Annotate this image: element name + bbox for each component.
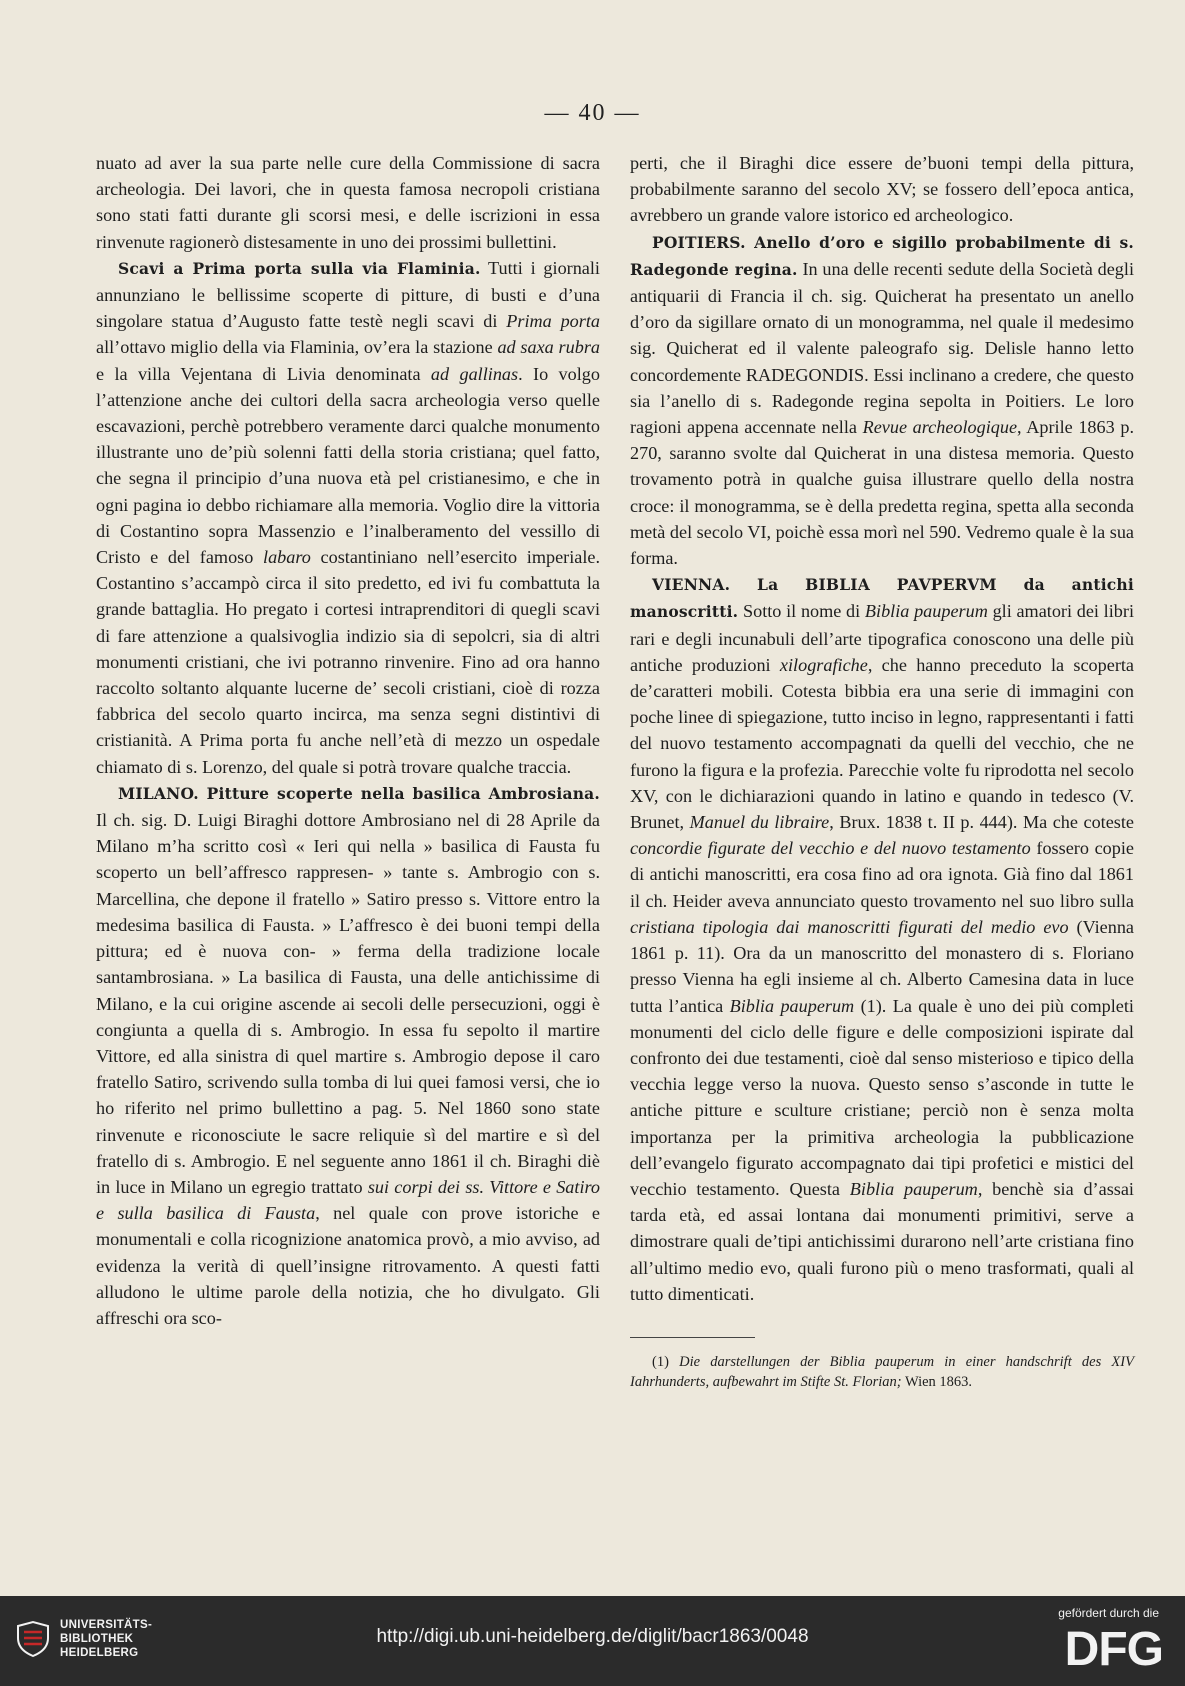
intro-paragraph: nuato ad aver la sua parte nelle cure della Commissione di sacra archeologia. Dei lavori, che in questa famosa necropoli cristiana sono stati fatti durante gli scorsi mesi, e delle iscrizioni in essa rinvenute ragionerò distesamente in uno dei prossimi bullettini.: [96, 153, 600, 252]
vienna-text: , benchè sia d’assai tarda età, ed assai lontana dai monumenti primitivi, serve a dimostrare quali de’tipi antichissimi durarono nell’arte cristiana fino all’ultimo medio evo, quali furono più o meno trasformati, quali al tutto dimenticati.: [630, 1178, 1134, 1304]
scavi-text: . Io volgo l’attenzione anche dei cultori della sacra archeologia verso quelle escavazioni, perchè potrebbero veramente darci qualche monumento illustrante uno de’più solenni fatti della storia cristiana; quel fatto, che segna il principio d’una nuova età pel cristianesimo, e che in ogni pagina io debbo richiamare alla memoria. Voglio dire la vittoria di Costantino sopra Massenzio e l’inalberamento del vessillo di Cristo e del famoso: [96, 363, 600, 568]
vienna-text: fossero copie di antichi manoscritti, era cosa fino ad ora ignota. Già fino dal 1861 il ch. Heider aveva annunciato questo trovamento nel suo libro sulla: [630, 838, 1134, 911]
poitiers-heading: POITIERS. Anello d’oro e sigillo probabilmente di s. Radegonde regina.: [630, 232, 1134, 279]
milano-text: Il ch. sig. D. Luigi Biraghi dottore Ambrosiano nel di 28 Aprile da Milano m’ha scritto così « Ieri qui nella » basilica di Fausta fu scoperto un bell’affresco rappresen- » tante s. Ambrogio con s. Marcellina, che depone il fratello » Satiro presso s. Vittore entro la medesima basilica di Fausta. » L’affresco è dei buoni tempi della pittura; ed è nuova con- » ferma della tradizione locale santambrosiana. » La basilica di Fausta, una delle antichissime di Milano, e la cui origine ascende ai secoli delle persecuzioni, oggi è congiunta a quella di s. Ambrogio. In essa fu sepolto il martire Vittore, ed alla sinistra di quel martire s. Ambrogio depose il caro fratello Satiro, scrivendo sulla tomba di lui quei famosi versi, che io ho riferito nel primo bullettino a pag. 5. Nel 1860 sono state rinvenute e riconosciute le sacre reliquie sì del martire e sì del fratello di s. Ambrogio. E nel seguente anno 1861 il ch. Biraghi diè in luce in Milano un egregio trattato: [96, 810, 600, 1197]
dfg-logo[interactable]: DFG: [1064, 1623, 1163, 1676]
vienna-italic: xilografiche: [779, 654, 868, 675]
footnote-separator: [630, 1337, 755, 1338]
poitiers-text: In una delle recenti sedute della Società degli antiquarii di Francia il ch. sig. Quicherat ha presentato un anello d’oro da sigillare ornato di un monogramma, nel quale il medesimo sig. Quicherat ed il valente paleografo sig. Delisle hanno letto concordemente RADEGONDIS. Essi inclinano a credere, che questo sia l’anello di s. Radegonde regina sepolta in Poitiers. Le loro ragioni appena accennate nella: [630, 258, 1134, 438]
scavi-italic: ad gallinas: [430, 363, 519, 384]
footnote-italic: Die darstellungen der Biblia pauperum in einer handschrift des XIV Iahrhunderts, aufbewahrt im Stifte St. Florian;: [630, 1353, 1134, 1390]
library-name-line: UNIVERSITÄTS-: [60, 1619, 153, 1631]
vienna-text: , che hanno preceduto la scoperta de’caratteri mobili. Cotesta bibbia era una serie di immagini con poche linee di spiegazione, tutto inciso in legno, rappresentanti i fatti del nuovo testamento accompagnati da quelli del vecchio, che ne furono la figura e la profezia. Parecchie volte fu riprodotta nel secolo XV, con le dichiarazioni quando in latino e quando in tedesco (V. Brunet,: [630, 654, 1134, 833]
footnote-text: Wien 1863.: [901, 1373, 973, 1390]
scavi-italic: labaro: [263, 547, 311, 568]
milano-text: , nel quale con prove istoriche e monumentali e colla ricognizione anatomica provò, a mio avviso, ad evidenza la verità di quell’insigne ritrovamento. A questi fatti alludono le ultime parole della notizia, che ho divulgato. Gli affreschi ora sco-: [96, 1203, 600, 1328]
poitiers-italic: Revue archeologique: [862, 417, 1018, 438]
vienna-italic: Biblia pauperum: [729, 995, 855, 1016]
vienna-heading: VIENNA. La BIBLIA PAVPERVM da antichi manoscritti.: [630, 575, 1134, 622]
vienna-italic: concordie figurate del vecchio e del nuovo testamento: [630, 838, 1031, 859]
page-url-link[interactable]: http://digi.ub.uni-heidelberg.de/diglit/bacr1863/0048: [376, 1626, 809, 1647]
poitiers-text: , Aprile 1863 p. 270, saranno svolte dal Quicherat in una distesa memoria. Questo trovamento potrà in qualche guisa illustrare quello della nostra croce: il monogramma, se è della predetta regina, spetta alla seconda metà del secolo VI, poichè essa morì nel 590. Vedremo quale è la sua forma.: [630, 417, 1134, 569]
scavi-text: costantiniano nell’esercito imperiale. Costantino s’accampò circa il sito predetto, ed ivi fu combattuta la grande battaglia. Ho pregato i cortesi intraprenditori di quegli scavi di fare attenzione a qualsivoglia indizio sia di sepolcri, sia di altri monumenti cristiani, che ivi potranno rinvenire. Fino ad ora hanno raccolto soltanto alquante lucerne de’ secoli cristiani, cioè di rozza fabbrica del secolo quarto incirca, ma senza segni distintivi di cristianità. A Prima porta fu anche nell’età di mezzo un ospedale chiamato di s. Lorenzo, del quale si potrà trovare qualche traccia.: [96, 547, 600, 777]
poitiers-paragraph: [630, 229, 1134, 572]
milano-heading: MILANO. Pitture scoperte nella basilica Ambrosiana.: [118, 783, 600, 803]
milano-italic: sui corpi dei ss. Vittore e Satiro e sulla basilica di Fausta: [96, 1176, 600, 1224]
left-column: [96, 150, 600, 1331]
scavi-paragraph: [96, 255, 600, 780]
scavi-text: e la villa Vejentana di Livia denominata: [96, 363, 431, 384]
vienna-text: (1). La quale è uno dei più completi monumenti del ciclo delle figure e delle composizioni ispirate dal confronto dei due testamenti, cioè dal senso misterioso e tipico della vecchia legge verso la nuova. Questo senso s’asconde in tutte le antiche pitture e sculture cristiane; perciò non è senza molta importanza per la primitiva archeologia la pubblicazione dell’evangelo figurato accompagnato dai tipi profetici e mistici del vecchio testamento. Questa: [630, 995, 1134, 1199]
vienna-text: gli amatori dei libri rari e degli incunabuli dell’arte tipografica conoscono una delle più antiche produzioni: [630, 601, 1134, 675]
vienna-italic: cristiana tipologia dai manoscritti figurati del medio evo: [630, 916, 1069, 937]
milano-paragraph: [96, 780, 600, 1331]
library-name-line: HEIDELBERG: [60, 1647, 139, 1659]
scavi-heading: Scavi a Prima porta sulla via Flaminia.: [118, 258, 481, 278]
scavi-italic: ad saxa rubra: [497, 337, 600, 358]
library-name-line: BIBLIOTHEK: [60, 1633, 134, 1645]
page-number: — 40 —: [544, 100, 641, 126]
viewer-footer: [0, 1596, 1185, 1686]
footnote: [630, 1352, 1134, 1392]
vienna-paragraph: [630, 571, 1134, 1307]
sponsor-caption: gefördert durch die: [1058, 1606, 1159, 1620]
vienna-text: Sotto il nome di: [738, 601, 865, 622]
right-column: [630, 150, 1134, 1392]
scavi-text: all’ottavo miglio della via Flaminia, ov’era la stazione: [96, 337, 498, 358]
vienna-italic: Biblia pauperum: [849, 1178, 978, 1199]
vienna-italic: Biblia pauperum: [864, 601, 988, 622]
footnote-number: (1): [652, 1353, 680, 1370]
scavi-text: Tutti i giornali annunziano le bellissime scoperte di pitture, di busti e d’una singolare statua d’Augusto fatte testè negli scavi di: [96, 257, 600, 332]
scavi-italic: Prima porta: [506, 311, 600, 332]
vienna-italic: Manuel du libraire: [689, 812, 830, 833]
vienna-text: , Brux. 1838 t. II p. 444). Ma che coteste: [829, 812, 1134, 833]
continuation-paragraph: perti, che il Biraghi dice essere de’buoni tempi della pittura, probabilmente saranno del secolo XV; se fossero dell’epoca antica, avrebbero un grande valore istorico ed archeologico.: [630, 153, 1134, 226]
vienna-text: (Vienna 1861 p. 11). Ora da un manoscritto del monastero di s. Floriano presso Vienna ha egli insieme al ch. Alberto Camesina data in luce tutta l’antica: [630, 916, 1134, 1016]
